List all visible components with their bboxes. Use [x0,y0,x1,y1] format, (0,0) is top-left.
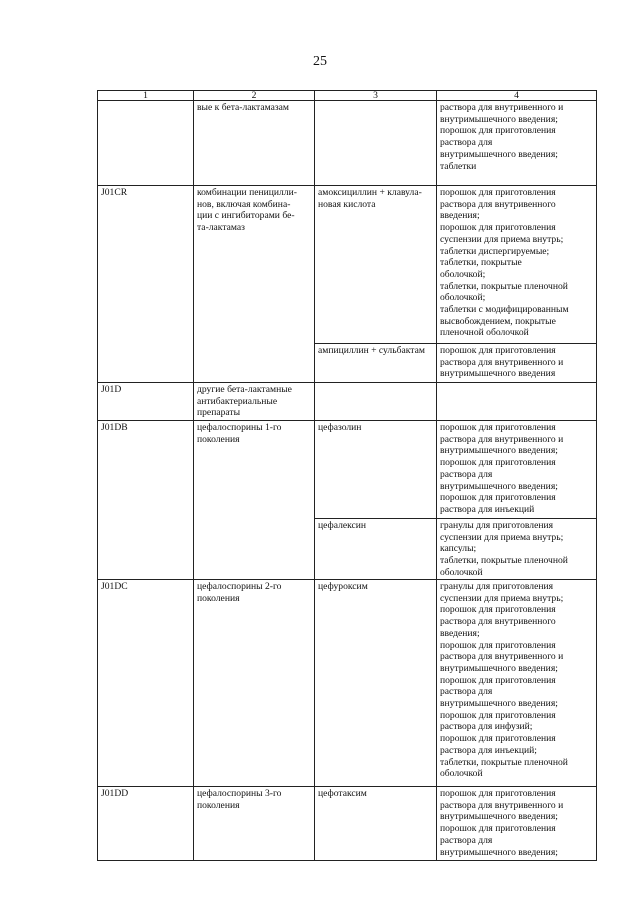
group-cell: цефалоспорины 3-го поколения [194,787,315,861]
atc-code-cell: J01CR [98,186,194,383]
atc-code-cell: J01DB [98,421,194,580]
dosage-forms-cell: порошок для приготовления раствора для внутривенного введения; порошок для приготовления суспензии для приема внутрь; таблетки диспергируемые; таблетки, покрытые оболочкой; таблетки, покрытые пленочной оболочкой; таблетки с модифицированным высвобождением, покрытые пленочной оболочкой [437,186,597,344]
drug-cell [315,101,437,186]
group-cell: цефалоспорины 2-го поколения [194,580,315,787]
drug-cell: цефалексин [315,519,437,580]
drug-cell: ампициллин + сульбактам [315,344,437,383]
dosage-forms-cell: порошок для приготовления раствора для внутривенного и внутримышечного введения [437,344,597,383]
column-number-3: 3 [315,91,437,101]
table-row [98,421,597,519]
drug-cell: цефотаксим [315,787,437,861]
dosage-forms-cell [437,383,597,421]
table-row [98,101,597,186]
atc-code-cell: J01DC [98,580,194,787]
column-number-1: 1 [98,91,194,101]
column-number-2: 2 [194,91,315,101]
dosage-forms-cell: порошок для приготовления раствора для внутривенного и внутримышечного введения; порошок для приготовления раствора для внутримышечного введения; порошок для приготовления раствора для инъекций [437,421,597,519]
atc-code-cell [98,101,194,186]
table-row [98,383,597,421]
dosage-forms-cell: гранулы для приготовления суспензии для приема внутрь; порошок для приготовления раствора для внутривенного введения; порошок для приготовления раствора для внутривенного и внутримышечного введения; порошок для приготовления раствора для внутримышечного введения; порошок для приготовления раствора для инфузий; порошок для приготовления раствора для инъекций; таблетки, покрытые пленочной оболочкой [437,580,597,787]
table-header-row [98,91,597,101]
drug-table [97,90,597,861]
group-cell: комбинации пеницилли- нов, включая комбина- ции с ингибиторами бе- та-лактамаз [194,186,315,383]
atc-code-cell: J01DD [98,787,194,861]
table-row [98,787,597,861]
atc-code-cell: J01D [98,383,194,421]
drug-cell: цефуроксим [315,580,437,787]
group-cell: другие бета-лактамные антибактериальные препараты [194,383,315,421]
page-number: 25 [313,54,327,69]
dosage-forms-cell: порошок для приготовления раствора для внутривенного и внутримышечного введения; порошок для приготовления раствора для внутримышечного введения; [437,787,597,861]
group-cell: вые к бета-лактамазам [194,101,315,186]
table-row [98,580,597,787]
dosage-forms-cell: раствора для внутривенного и внутримышечного введения; порошок для приготовления раствора для внутримышечного введения; таблетки [437,101,597,186]
drug-cell: цефазолин [315,421,437,519]
drug-cell [315,383,437,421]
table-row [98,186,597,344]
drug-cell: амоксициллин + клавула- новая кислота [315,186,437,344]
group-cell: цефалоспорины 1-го поколения [194,421,315,580]
column-number-4: 4 [437,91,597,101]
dosage-forms-cell: гранулы для приготовления суспензии для приема внутрь; капсулы; таблетки, покрытые пленочной оболочкой [437,519,597,580]
